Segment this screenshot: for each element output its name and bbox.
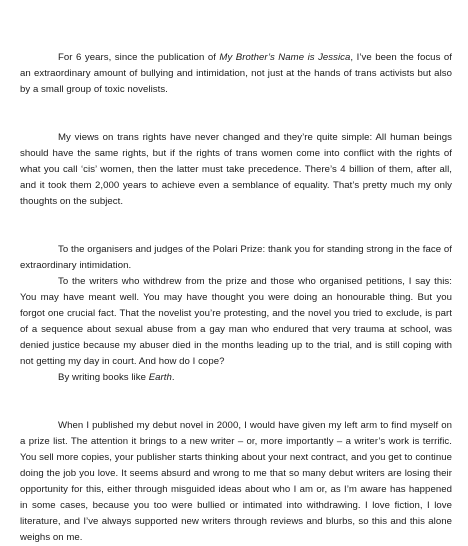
paragraph-earth: [20, 370, 452, 386]
paragraph-writers: To the writers who withdrew from the prize and those who organised petitions, I say this: You may have meant well. You may have thought you were doing an honourable thing. But you forgot one crucial fact. That the novelist you’re protesting, and the novel you tried to exclude, is part of a sequence about sexual abuse from a gay man who endured that very trauma at school, was denied justice because my abuser died in the months leading up to the trial, and is still coping with not getting my day in court. And how do I cope?: [20, 276, 452, 367]
paragraph-gap: [20, 114, 452, 130]
paragraph-debut: When I published my debut novel in 2000, I would have given my left arm to find myself on a prize list. The attention it brings to a new writer – or, more importantly – a writer’s work is terrific. You sell more copies, your publisher starts thinking about your next contract, and you get to continue doing the job you love. It seems absurd and wrong to me that so many debut writers are losing their opportunity for this, either through misguided ideas about who I am or, as I’m aware has happened in some cases, because you too were bullied or intimated into withdrawing. I love fiction, I love literature, and I’ve always supported new writers through reviews and blurbs, so this and this alone weighs on me.: [20, 420, 452, 543]
paragraph-earth-end: .: [171, 372, 175, 383]
book-title-jessica: My Brother’s Name is Jessica: [219, 52, 351, 63]
paragraph-gap: [20, 386, 452, 402]
paragraph-bullying-lead: For 6 years, since the publication of: [58, 52, 220, 63]
paragraph-gap: [20, 226, 452, 242]
paragraph-views: My views on trans rights have never changed and they’re quite simple: All human beings should have the same rights, but if the rights of trans women come into conflict with the rights of what you call ‘cis’ women, then the latter must take precedence. There’s 4 billion of them, after all, and it took them 2,000 years to achieve even a semblance of equality. That’s pretty much my only thoughts on the subject.: [20, 132, 452, 207]
paragraph-gap: [20, 402, 452, 418]
paragraph-bullying: [20, 50, 452, 98]
paragraph-gap: [20, 210, 452, 226]
paragraph-earth-lead: By writing books like: [58, 372, 149, 383]
paragraph-organisers: To the organisers and judges of the Polari Prize: thank you for standing strong in the face of extraordinary intimidation.: [20, 244, 452, 271]
paragraph-gap: [20, 98, 452, 114]
paragraph-bullying-rest: , I’ve been the focus of an extraordinary amount of bullying and intimidation, not just at the hands of trans activists but also by a small group of toxic novelists.: [20, 52, 453, 95]
book-title-earth: Earth: [148, 372, 172, 383]
